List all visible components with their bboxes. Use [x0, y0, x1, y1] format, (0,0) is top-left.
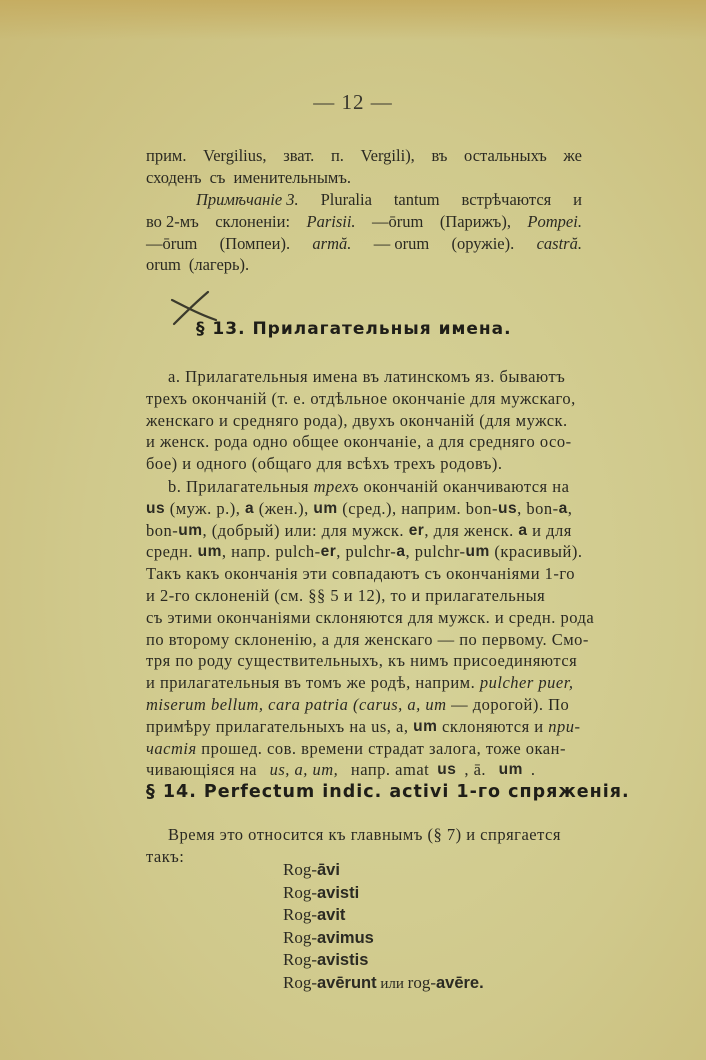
text-run: (сред.), наприм. bon- — [337, 498, 499, 518]
conjugation-list — [283, 859, 484, 995]
text-line: трехъ окончаній (т. е. отдѣльное окончаніе для мужскаго, — [146, 388, 576, 408]
italic-text: us, a, um, — [269, 760, 339, 780]
text-line: Время это относится къ главнымъ (§ 7) и спрягается — [168, 825, 561, 844]
text-run: и прилагательныя въ томъ же родѣ, наприм. — [146, 673, 480, 693]
text-run: по второму склоненію, а для женскаго — по первому. Смо- — [146, 629, 589, 649]
text-line: и женск. рода одно общее окончаніе, а для средняго осо- — [146, 432, 572, 452]
paragraph-a — [146, 366, 582, 475]
word: встрѣчаются — [461, 190, 552, 209]
text-line — [146, 716, 582, 738]
ending-bold: er — [320, 543, 337, 561]
text-line — [146, 233, 582, 255]
word: Parisii. — [306, 211, 356, 231]
italic-text: pulcher puer, — [479, 673, 574, 693]
verb-ending: āvi — [317, 861, 340, 879]
text-run: , — [567, 498, 573, 518]
ending-bold: a — [558, 499, 568, 517]
word: (Парижъ), — [439, 211, 511, 231]
paragraph-continuation — [146, 145, 582, 189]
word: Pluralia — [320, 190, 372, 209]
ending-bold: us — [498, 499, 518, 517]
word: Pompei. — [527, 211, 582, 231]
verb-stem: Rog- — [283, 860, 317, 879]
ending-bold: er — [408, 521, 425, 539]
text-run: средн. — [146, 542, 198, 562]
alternative-separator: или — [376, 975, 408, 992]
text-line — [146, 585, 582, 607]
verb-ending: avistis — [317, 951, 369, 969]
italic-text: частія — [146, 738, 197, 758]
text-line — [146, 254, 582, 276]
text-line — [146, 498, 582, 520]
text-run: (муж. р.), — [165, 498, 245, 518]
verb-stem: Rog- — [283, 905, 317, 924]
word: же — [563, 146, 582, 165]
verb-stem: Rog- — [283, 927, 317, 947]
word: (лагерь). — [188, 255, 250, 275]
text-line — [146, 189, 582, 211]
verb-ending: avērunt — [317, 973, 377, 992]
section-13-heading: § 13. Прилагательныя имена. — [196, 319, 512, 339]
text-line: бое) и одного (общаго для всѣхъ трехъ родовъ). — [146, 454, 503, 474]
word: зват. — [283, 146, 315, 165]
word: —ōrum — [146, 233, 198, 253]
verb-stem: Rog- — [283, 882, 317, 902]
word: — orum — [373, 233, 430, 253]
text-run: b. Прилагательныя — [168, 477, 314, 496]
ending-bold: um — [498, 761, 523, 779]
text-run: , bon- — [517, 498, 559, 518]
verb-ending: avēre. — [435, 973, 484, 992]
word: во 2-мъ — [146, 211, 199, 231]
text-run: Такъ какъ окончанія эти совпадаютъ съ окончаніями 1-го — [146, 564, 576, 584]
word: и — [573, 190, 582, 209]
italic-text: при- — [548, 716, 581, 736]
text-run: bon- — [146, 520, 179, 540]
conjugation-row — [283, 927, 484, 950]
text-run: , pulchr- — [405, 542, 466, 562]
verb-stem: Rog- — [283, 950, 317, 969]
text-line — [146, 476, 582, 498]
text-line — [146, 607, 595, 629]
text-run: напр. amat — [346, 760, 430, 780]
text-run: , напр. pulch- — [221, 542, 321, 562]
verb-stem: Rog- — [283, 972, 317, 992]
word: сходенъ — [146, 167, 202, 187]
word: Vergilius, — [203, 146, 267, 165]
word: склоненіи: — [215, 211, 291, 231]
text-line — [146, 167, 582, 189]
text-run: , для женск. — [424, 520, 519, 540]
text-run: чивающіяся на — [146, 760, 262, 780]
word: въ — [431, 146, 448, 165]
text-run: , ā. — [464, 760, 491, 780]
text-line — [146, 520, 582, 542]
text-run: и для — [527, 520, 572, 540]
text-run: окончаній оканчиваются на — [358, 477, 570, 496]
ending-bold: um — [465, 543, 490, 561]
ending-bold: a — [244, 499, 255, 517]
conjugation-row — [283, 882, 484, 905]
italic-text: трехъ — [313, 477, 359, 496]
ending-bold: us — [437, 761, 457, 779]
text-run: . — [530, 760, 536, 780]
word: именительнымъ. — [233, 167, 352, 187]
word: castră. — [536, 233, 582, 253]
text-line: женскаго и средняго рода), двухъ окончаній (для мужск. — [146, 410, 568, 430]
ending-bold: us — [146, 499, 166, 517]
conjugation-row — [283, 949, 484, 972]
text-line: а. Прилагательныя имена въ латинскомъ яз. бываютъ — [168, 367, 566, 386]
text-run: примѣру прилагательныхъ на us, a, — [146, 716, 414, 736]
verb-ending: avisti — [317, 883, 360, 902]
text-line — [146, 759, 582, 781]
section-14-heading: § 14. Perfectum indic. activi 1-го спряженія. — [146, 782, 630, 802]
text-line — [146, 563, 582, 585]
text-line — [146, 650, 582, 672]
text-line — [146, 738, 582, 760]
text-line: такъ: — [146, 846, 185, 866]
text-line — [146, 145, 582, 167]
text-line — [146, 211, 582, 233]
word: tantum — [393, 190, 440, 209]
text-run: (жен.), — [254, 498, 314, 518]
text-run: — дорогой). По — [446, 694, 570, 714]
note-3 — [146, 189, 582, 276]
verb-stem: rog- — [407, 972, 436, 992]
word: остальныхъ — [464, 146, 547, 165]
ending-bold: um — [178, 521, 203, 539]
text-run: прошед. сов. времени страдат залога, тоже окан- — [196, 738, 566, 758]
text-run: склоняются и — [437, 716, 549, 736]
text-run: тря по роду существительныхъ, къ нимъ присоединяются — [146, 651, 578, 671]
verb-ending: avimus — [317, 928, 374, 947]
ending-bold: a — [518, 521, 528, 539]
word: orum — [146, 255, 181, 275]
text-line — [146, 541, 582, 563]
ending-bold: um — [197, 543, 222, 561]
conjugation-row — [283, 904, 484, 927]
word: съ — [209, 167, 226, 187]
italic-text: miserum bellum, cara patria (carus, a, um — [146, 694, 447, 714]
word: (оружіе). — [451, 233, 515, 253]
ending-bold: a — [396, 543, 406, 561]
page-number: — 12 — — [313, 90, 393, 114]
conjugation-row — [283, 972, 484, 996]
conjugation-row — [283, 859, 484, 882]
text-run: , pulchr- — [336, 542, 397, 562]
text-line — [146, 629, 589, 651]
word: armă. — [312, 233, 352, 253]
word: Vergili), — [360, 146, 415, 165]
ending-bold: um — [413, 717, 438, 735]
verb-ending: avit — [317, 906, 346, 924]
ending-bold: um — [313, 499, 338, 517]
paragraph-b — [146, 476, 595, 781]
text-run: съ этими окончаніями склоняются для мужск. и средн. рода — [146, 607, 595, 627]
page-edge-stain — [0, 0, 706, 40]
text-run: (красивый). — [489, 542, 583, 562]
note-label: Примѣчаніе 3. — [196, 190, 299, 209]
word: прим. — [146, 146, 187, 165]
word: (Помпеи). — [219, 233, 291, 253]
word: п. — [330, 146, 344, 165]
text-line — [146, 672, 582, 694]
text-run: , (добрый) или: для мужск. — [202, 520, 409, 540]
text-line — [146, 694, 582, 716]
text-run: и 2-го склоненій (см. §§ 5 и 12), то и прилагательныя — [146, 585, 546, 605]
word: —ōrum — [372, 211, 424, 231]
